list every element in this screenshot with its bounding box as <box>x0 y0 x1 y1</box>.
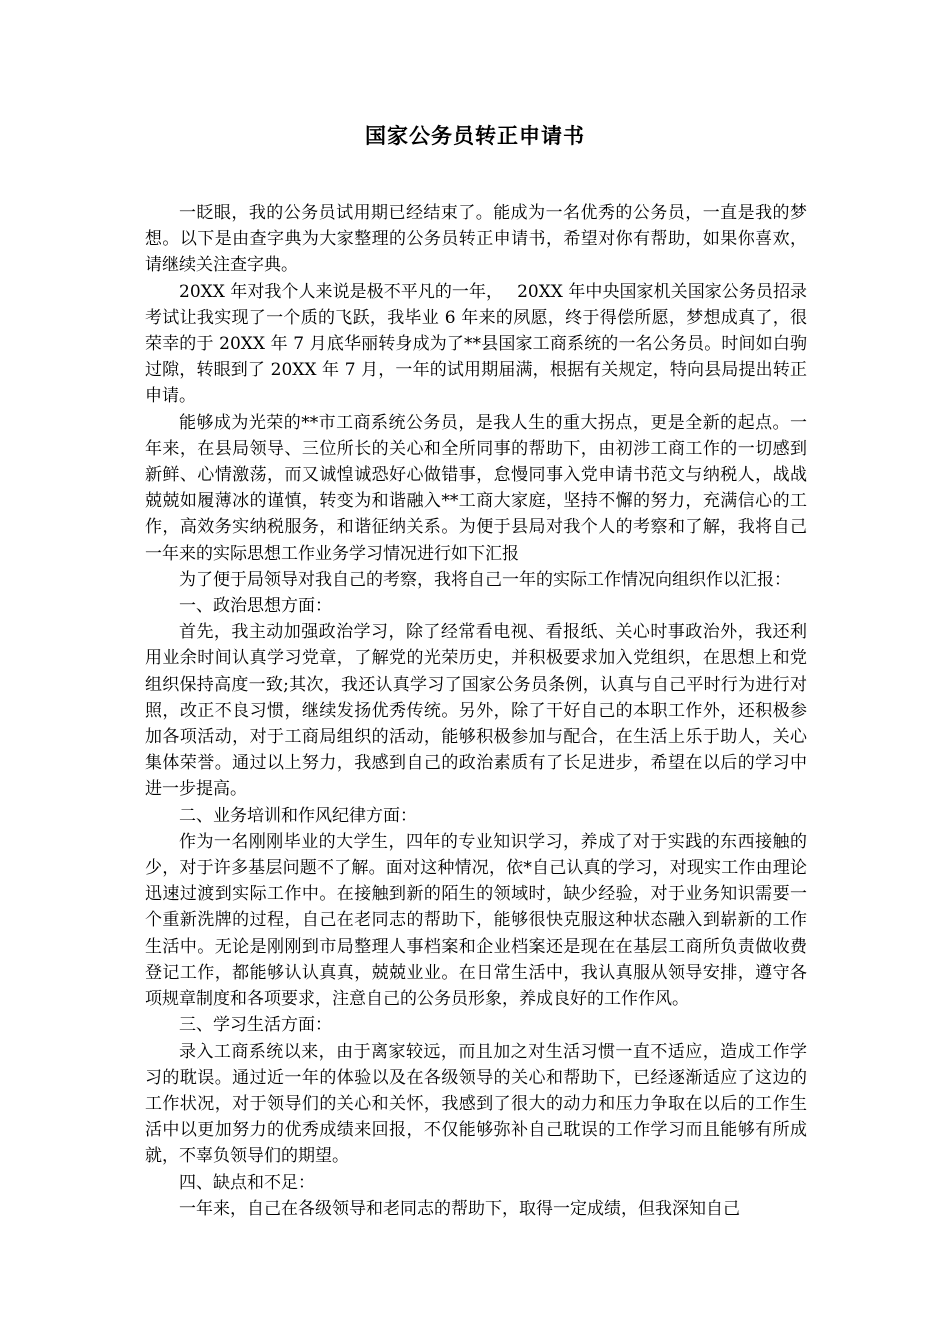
paragraph-background: 20XX 年对我个人来说是极不平凡的一年， 20XX 年中央国家机关国家公务员招录考试让我实现了一个质的飞跃，我毕业 6 年来的夙愿，终于得偿所愿，梦想成真了，很荣幸的于 20XX 年 7 月底华丽转身成为了**县国家工商系统的一名公务员。时间如白驹过隙，转眼到了 20XX 年 7 月，一年的试用期届满，根据有关规定，特向县局提出转正申请。 <box>145 281 807 407</box>
paragraph-study-life: 录入工商系统以来，由于离家较远，而且加之对生活习惯一直不适应，造成工作学习的耽误。通过近一年的体验以及在各级领导的关心和帮助下，已经逐渐适应了这边的工作状况，对于领导们的关心和关怀，我感到了很大的动力和压力争取在以后的工作生活中以更加努力的优秀成绩来回报，不仅能够弥补自己耽误的工作学习而且能够有所成就，不辜负领导们的期望。 <box>145 1041 807 1167</box>
section-heading-shortcomings: 四、缺点和不足： <box>179 1172 315 1193</box>
paragraph-political: 首先，我主动加强政治学习，除了经常看电视、看报纸、关心时事政治外，我还利用业余时间认真学习党章，了解党的光荣历史，并积极要求加入党组织，在思想上和党组织保持高度一致;其次，我还认真学习了国家公务员条例，认真与自己平时行为进行对照，改正不良习惯，继续发扬优秀传统。另外，除了干好自己的本职工作外，还积极参加各项活动，对于工商局组织的活动，能够积极参加与配合，在生活上乐于助人，关心集体荣誉。通过以上努力，我感到自己的政治素质有了长足进步，希望在以后的学习中进一步提高。 <box>145 622 807 800</box>
document-body <box>145 200 807 1222</box>
paragraph-shortcomings: 一年来，自己在各级领导和老同志的帮助下，取得一定成绩，但我深知自己 <box>179 1198 740 1219</box>
section-heading-study-life: 三、学习生活方面： <box>179 1015 332 1036</box>
section-heading-political: 一、政治思想方面： <box>179 596 332 617</box>
paragraph-intro: 一眨眼，我的公务员试用期已经结束了。能成为一名优秀的公务员，一直是我的梦想。以下是由查字典为大家整理的公务员转正申请书，希望对你有帮助，如果你喜欢，请继续关注查字典。 <box>145 203 807 276</box>
paragraph-report-intro: 为了便于局领导对我自己的考察，我将自己一年的实际工作情况向组织作以汇报： <box>179 569 791 590</box>
section-heading-training: 二、业务培训和作风纪律方面： <box>179 805 417 826</box>
document-title: 国家公务员转正申请书 <box>365 124 585 148</box>
paragraph-overview: 能够成为光荣的**市工商系统公务员，是我人生的重大拐点，更是全新的起点。一年来，在县局领导、三位所长的关心和全所同事的帮助下，由初涉工商工作的一切感到新鲜、心情激荡，而又诚惶诚恐好心做错事，怠慢同事入党申请书范文与纳税人，战战兢兢如履薄冰的谨慎，转变为和谐融入**工商大家庭，坚持不懈的努力，充满信心的工作，高效务实纳税服务，和谐征纳关系。为便于县局对我个人的考察和了解，我将自己一年来的实际思想工作业务学习情况进行如下汇报 <box>145 412 807 564</box>
paragraph-training: 作为一名刚刚毕业的大学生，四年的专业知识学习，养成了对于实践的东西接触的少，对于许多基层问题不了解。面对这种情况，依*自己认真的学习，对现实工作由理论迅速过渡到实际工作中。在接触到新的陌生的领域时，缺少经验，对于业务知识需要一个重新洗牌的过程，自己在老同志的帮助下，能够很快克服这种状态融入到崭新的工作生活中。无论是刚刚到市局整理人事档案和企业档案还是现在在基层工商所负责做收费登记工作，都能够认认真真，兢兢业业。在日常生活中，我认真服从领导安排，遵守各项规章制度和各项要求，注意自己的公务员形象，养成良好的工作作风。 <box>145 831 807 1010</box>
